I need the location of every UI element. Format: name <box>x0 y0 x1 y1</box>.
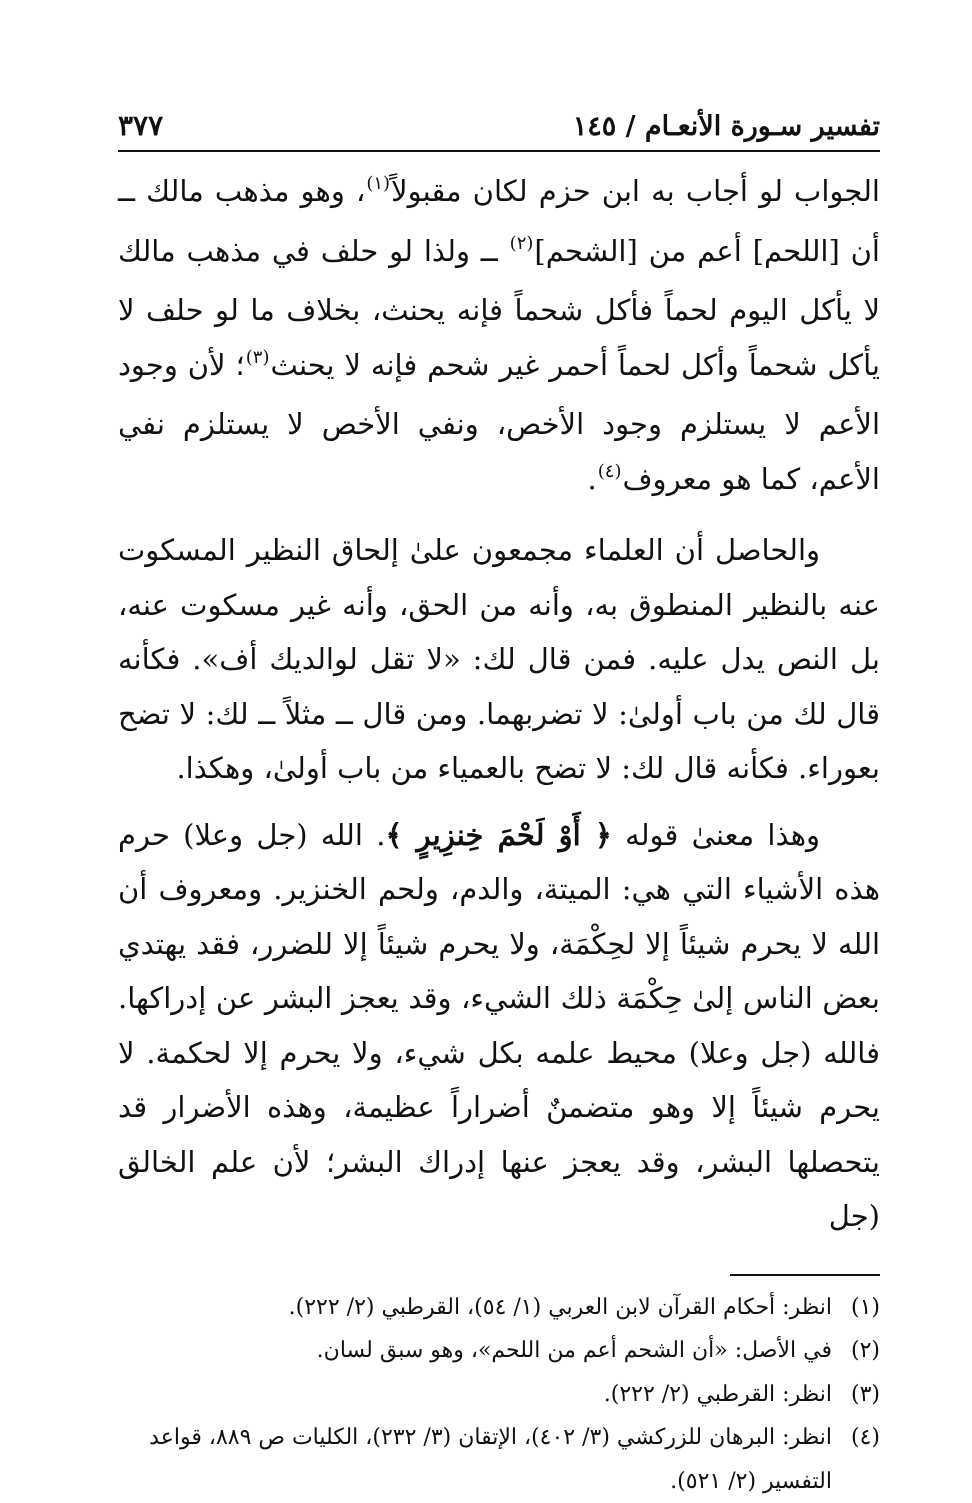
paragraph-text: وهذا معنىٰ قوله <box>612 818 820 852</box>
paragraph <box>118 523 880 796</box>
paragraph-text: . <box>588 462 597 496</box>
footnote-reference: (١) <box>366 173 390 194</box>
paragraph-text: الجواب لو أجاب به ابن حزم لكان مقبولاً <box>391 174 880 208</box>
paragraph <box>118 164 880 511</box>
footnote-text: انظر: أحكام القرآن لابن العربي (١/ ٥٤)، القرطبي (٢/ ٢٢٢). <box>118 1286 832 1330</box>
footnote-text: انظر: البرهان للزركشي (٣/ ٤٠٢)، الإتقان (٣/ ٢٣٢)، الكليات ص ٨٨٩، قواعد التفسير (٢/ ٥٢١). <box>118 1416 832 1503</box>
footnote-reference: (٤) <box>598 461 622 482</box>
footnote-separator <box>730 1274 880 1276</box>
footnote-text: انظر: القرطبي (٢/ ٢٢٢). <box>118 1373 832 1417</box>
footnote-number: (٢) <box>832 1329 880 1373</box>
paragraph-text: ؛ لأن وجود الأعم لا يستلزم وجود الأخص، ونفي الأخص لا يستلزم نفي الأعم، كما هو معروف <box>118 348 880 496</box>
footnote <box>118 1286 880 1330</box>
footnote-number: (٤) <box>832 1416 880 1460</box>
footnote-reference: (٢) <box>510 233 534 254</box>
paragraph-text: والحاصل أن العلماء مجمعون علىٰ إلحاق النظير المسكوت عنه بالنظير المنطوق به، وأنه من الحق، وأنه غير مسكوت عنه، بل النص يدل عليه. فمن قال لك: «لا تقل لوالديك أف». فكأنه قال لك من باب أولىٰ: لا تضربهما. ومن قال ــ مثلاً ــ لك: لا تضح بعوراء. فكأنه قال لك: لا تضح بالعمياء من باب أولىٰ، وهكذا. <box>118 533 880 785</box>
footnote <box>118 1416 880 1503</box>
paragraph-text: ــ ولذا لو حلف في مذهب مالك لا يأكل اليوم لحماً فأكل شحماً فإنه يحنث، بخلاف ما لو حلف لا يأكل شحماً وأكل لحماً أحمر غير شحم فإنه لا يحنث <box>118 234 880 382</box>
footnote-number: (١) <box>832 1286 880 1330</box>
quran-quote: ﴿ أَوْ لَحْمَ خِنزِيرٍ ﴾ <box>385 818 611 852</box>
footnote-text: في الأصل: «أن الشحم أعم من اللحم»، وهو سبق لسان. <box>118 1329 832 1373</box>
footnote-number: (٣) <box>832 1373 880 1417</box>
book-page <box>118 96 880 1396</box>
footnotes <box>118 1286 880 1503</box>
paragraph <box>118 808 880 1244</box>
page-number: ٣٧٧ <box>118 109 163 142</box>
footnote <box>118 1329 880 1373</box>
chapter-title: تفسير سـورة الأنعـام / ١٤٥ <box>573 111 880 142</box>
paragraph-text: . الله (جل وعلا) حرم هذه الأشياء التي هي: الميتة، والدم، ولحم الخنزير. ومعروف أن الله لا يحرم شيئاً إلا لحِكْمَة، ولا يحرم شيئاً إلا للضرر، فقد يهتدي بعض الناس إلىٰ حِكْمَة ذلك الشيء، وقد يعجز البشر عن إدراكها. فالله (جل وعلا) محيط علمه بكل شيء، ولا يحرم إلا لحكمة. لا يحرم شيئاً إلا وهو متضمنٌ أضراراً عظيمة، وهذه الأضرار قد يتحصلها البشر، وقد يعجز عنها إدراك البشر؛ لأن علم الخالق (جل <box>118 818 880 1234</box>
footnote-reference: (٣) <box>246 347 270 368</box>
body-text <box>118 164 880 1244</box>
footnote <box>118 1373 880 1417</box>
running-header <box>118 96 880 152</box>
paragraph-text: ، وهو مذهب مالك ــ أن [اللحم] أعم من [الشحم] <box>118 174 880 268</box>
